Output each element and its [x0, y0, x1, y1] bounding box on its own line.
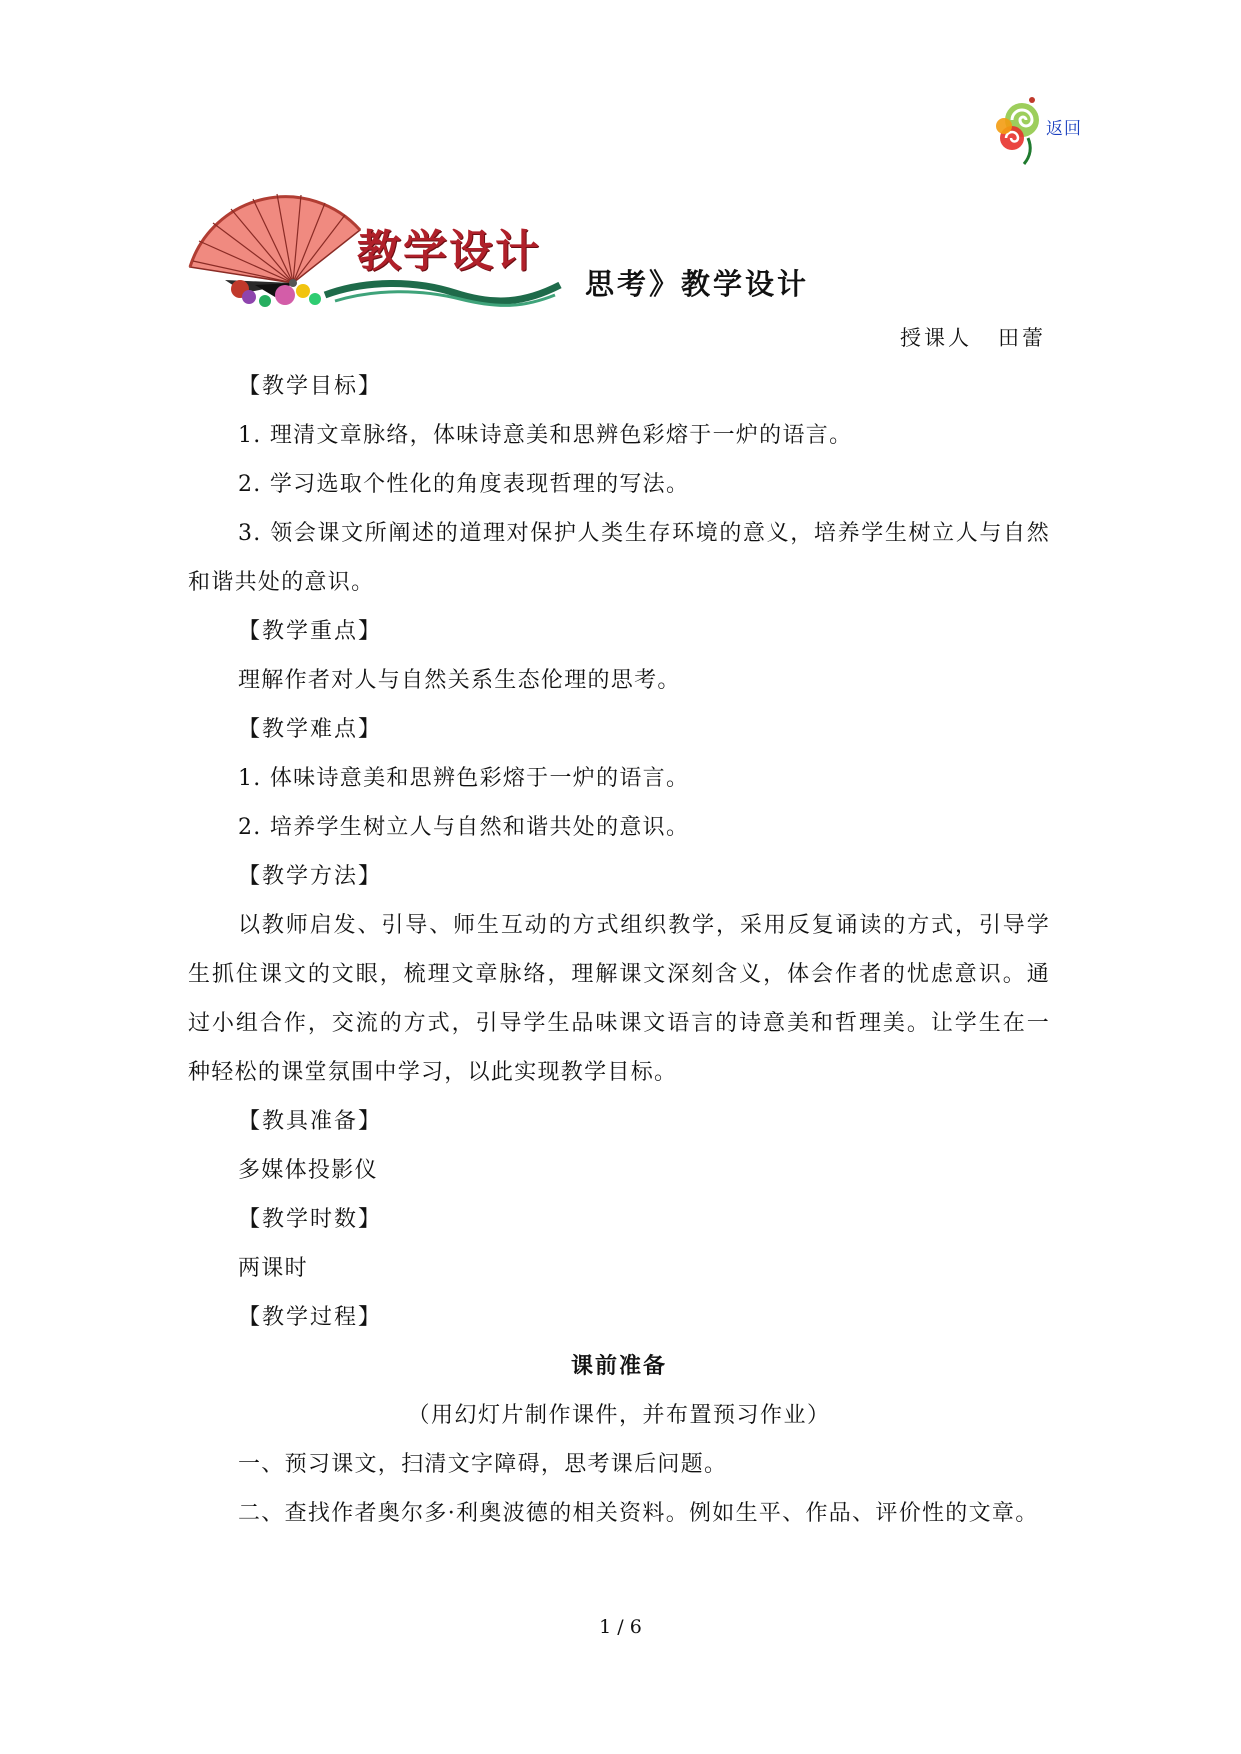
tools-text: 多媒体投影仪 [238, 1158, 378, 1183]
process-note: （用幻灯片制作课件，并布置预习作业） [407, 1403, 831, 1428]
hours-text: 两课时 [238, 1256, 308, 1281]
goal-item: 1. 理清文章脉络，体味诗意美和思辨色彩熔于一炉的语言。 [238, 423, 853, 448]
document-title: 思考》教学设计 [585, 267, 810, 301]
page-number: 1 / 6 [599, 1616, 642, 1638]
goal-item: 3. 领会课文所阐述的道理对保护人类生存环境的意义，培养学生树立人与自然和谐共处的意识。 [188, 521, 1050, 595]
section-heading-difficulties: 【教学难点】 [238, 717, 383, 742]
banner-title: 教学设计 [357, 226, 541, 277]
section-heading-methods: 【教学方法】 [238, 864, 383, 889]
author-line [900, 322, 1046, 352]
process-item: 一、预习课文，扫清文字障碍，思考课后问题。 [238, 1452, 728, 1477]
author-name: 田蕾 [998, 326, 1046, 350]
document-body [188, 362, 1050, 1538]
methods-text: 以教师启发、引导、师生互动的方式组织教学，采用反复诵读的方式，引导学生抓住课文的文眼，梳理文章脉络，理解课文深刻含义，体会作者的忧虑意识。通过小组合作，交流的方式，引导学生品味课文语言的诗意美和哲理美。让学生在一种轻松的课堂氛围中学习，以此实现教学目标。 [188, 913, 1050, 1085]
goal-item: 2. 学习选取个性化的角度表现哲理的写法。 [238, 472, 690, 497]
back-label[interactable]: 返回 [1046, 119, 1082, 139]
key-points-text: 理解作者对人与自然关系生态伦理的思考。 [238, 668, 681, 693]
section-heading-goals: 【教学目标】 [238, 374, 383, 399]
author-label: 授课人 [900, 326, 972, 350]
section-heading-tools: 【教具准备】 [238, 1109, 383, 1134]
process-subheading: 课前准备 [570, 1354, 667, 1379]
difficulty-item: 1. 体味诗意美和思辨色彩熔于一炉的语言。 [238, 766, 690, 791]
section-heading-hours: 【教学时数】 [238, 1207, 383, 1232]
banner [185, 185, 565, 310]
section-heading-process: 【教学过程】 [238, 1305, 383, 1330]
difficulty-item: 2. 培养学生树立人与自然和谐共处的意识。 [238, 815, 690, 840]
process-item: 二、查找作者奥尔多·利奥波德的相关资料。例如生平、作品、评价性的文章。 [238, 1501, 1039, 1526]
section-heading-key-points: 【教学重点】 [238, 619, 383, 644]
back-link[interactable] [990, 92, 1100, 172]
